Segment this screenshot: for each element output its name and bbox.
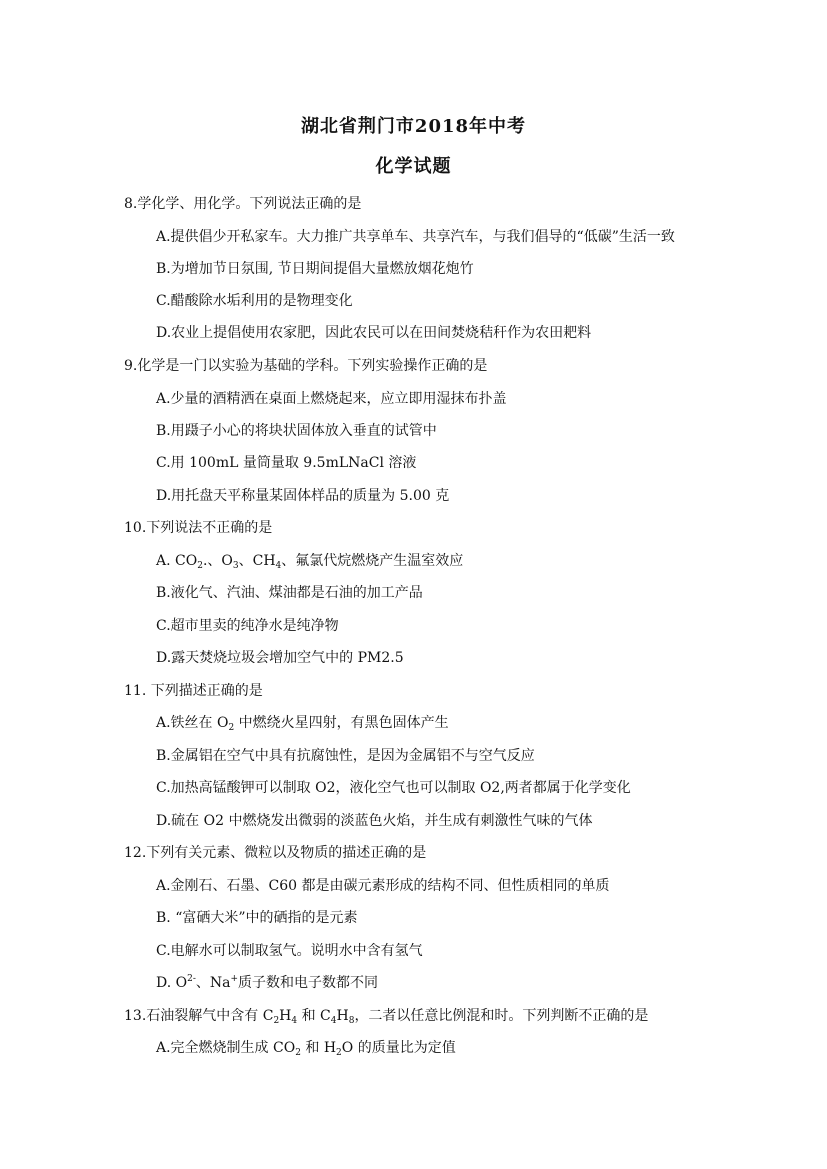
question-12-option-a: A.金刚石、石墨、C60 都是由碳元素形成的结构不同、但性质相同的单质 [156, 878, 610, 894]
question-11-option-d: D.硫在 O2 中燃烧发出微弱的淡蓝色火焰，并生成有刺激性气味的气体 [156, 813, 593, 829]
question-8-option-b: B.为增加节日氛围, 节日期间提倡大量燃放烟花炮竹 [156, 261, 474, 277]
question-12-stem: 12.下列有关元素、微粒以及物质的描述正确的是 [124, 845, 427, 861]
question-10-option-b: B.液化气、汽油、煤油都是石油的加工产品 [156, 585, 423, 601]
question-10-stem: 10.下列说法不正确的是 [124, 520, 273, 536]
question-12-option-c: C.电解水可以制取氢气。说明水中含有氢气 [156, 943, 423, 959]
question-11-stem: 11. 下列描述正确的是 [124, 683, 263, 699]
question-8-option-c: C.醋酸除水垢利用的是物理变化 [156, 293, 353, 309]
question-8-option-d: D.农业上提倡使用农家肥，因此农民可以在田间焚烧秸秆作为农田耙料 [156, 325, 592, 341]
question-13-stem: 13.石油裂解气中含有 $C_2H_4$ 和 $C_4H_8$，二者以任意比例混和时。下列判断不正确的是 [124, 1008, 649, 1026]
question-9-option-c: C.用 100mL 量筒量取 9.5mLNaCl 溶液 [156, 455, 417, 471]
question-8-option-a: A.提供倡少开私家车。大力推广共享单车、共享汽车，与我们倡导的“低碳”生活一致 [156, 229, 675, 245]
question-11-option-b: B.金属铝在空气中具有抗腐蚀性，是因为金属铝不与空气反应 [156, 748, 535, 764]
question-11-option-a: A.铁丝在 $O_2$ 中燃绕火星四射，有黑色固体产生 [156, 715, 449, 733]
question-9-stem: 9.化学是一门以实验为基础的学科。下列实验操作正确的是 [124, 358, 488, 374]
question-10-option-d: D.露天焚烧垃圾会增加空气中的 PM2.5 [156, 650, 404, 666]
question-9-option-d: D.用托盘天平称量某固体样品的质量为 5.00 克 [156, 488, 450, 504]
question-11-option-c: C.加热高锰酸钾可以制取 O2，液化空气也可以制取 O2,两者都属于化学变化 [156, 780, 631, 796]
question-13-option-a: A.完全燃烧制生成 $CO_2$ 和 $H_2O$ 的质量比为定值 [156, 1040, 456, 1058]
question-9-option-a: A.少量的酒精洒在桌面上燃烧起来，应立即用湿抹布扑盖 [156, 391, 507, 407]
question-10-option-c: C.超市里卖的纯净水是纯净物 [156, 618, 339, 634]
question-12-option-b: B. “富硒大米”中的硒指的是元素 [156, 910, 358, 926]
question-12-option-d: D. $O^{2-}$、Na+质子数和电子数都不同 [156, 974, 379, 991]
page-subtitle: 化学试题 [375, 156, 452, 177]
question-10-option-a: A. $CO_2$.、$O_3$、$CH_4$、氟氯代烷燃烧产生温室效应 [156, 553, 464, 571]
question-9-option-b: B.用蹑子小心的将块状固体放入垂直的试管中 [156, 423, 437, 439]
page-title: 湖北省荆门市2018年中考 [300, 116, 527, 137]
question-8-stem: 8.学化学、用化学。下列说法正确的是 [124, 196, 362, 212]
